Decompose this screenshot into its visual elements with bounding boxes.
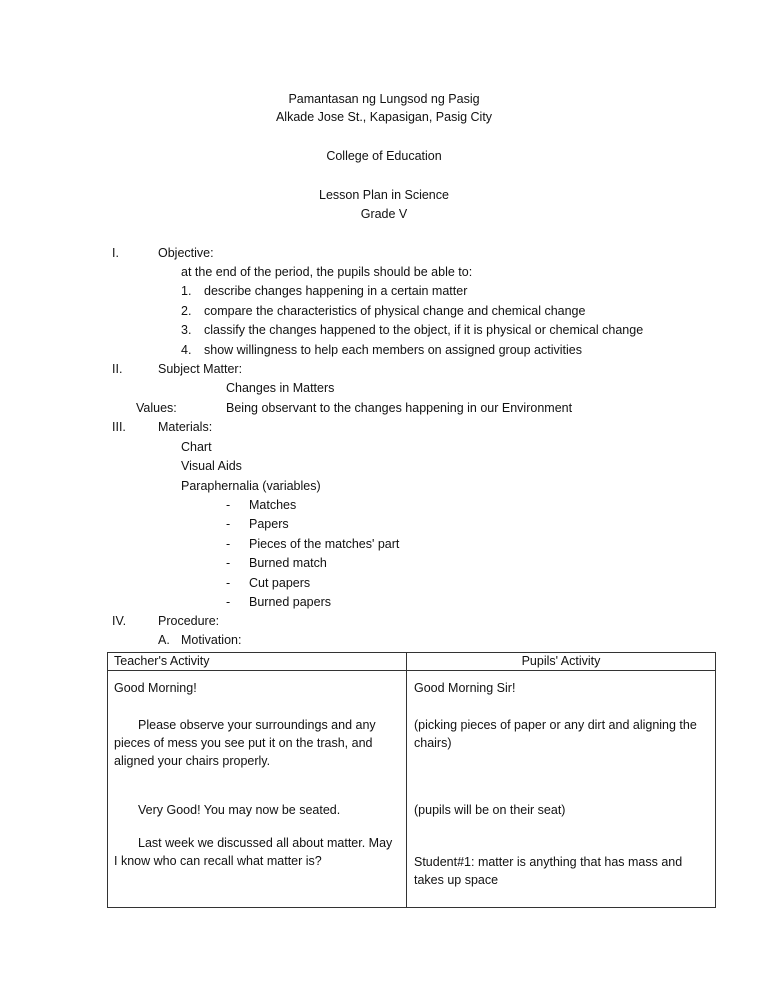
materials-heading: Materials: [158,420,213,434]
teacher-line: Very Good! You may now be seated. [138,803,341,817]
pupil-line: (picking pieces of paper or any dirt and aligning the chairs) [414,718,697,750]
objective-item-number: 2. [181,304,192,318]
teacher-activity-header: Teacher's Activity [108,653,407,671]
college-name: College of Education [326,149,442,163]
objective-intro: at the end of the period, the pupils should be able to: [181,265,473,279]
university-address: Alkade Jose St., Kapasigan, Pasig City [275,110,493,124]
subject-topic: Changes in Matters [226,381,335,395]
values-text: Being observant to the changes happening in our Environment [226,401,573,415]
objective-item: show willingness to help each members on assigned group activities [204,343,582,357]
motivation-heading: Motivation: [181,633,242,647]
paraphernalia-item: Pieces of the matches' part [249,537,400,551]
university-name: Pamantasan ng Lungsod ng Pasig [288,92,480,106]
objective-item-number: 1. [181,284,192,298]
dash-bullet: - [226,517,231,531]
activity-table [107,652,716,908]
teacher-line: Last week we discussed all about matter. May I know who can recall what matter is? [114,836,393,868]
dash-bullet: - [226,556,231,570]
objective-item-number: 3. [181,323,192,337]
paraphernalia-item: Cut papers [249,576,311,590]
pupils-activity-cell [407,671,716,908]
pupils-activity-header: Pupils' Activity [407,653,716,671]
material-item: Chart [181,440,212,454]
objective-item: describe changes happening in a certain matter [204,284,468,298]
dash-bullet: - [226,498,231,512]
objective-heading: Objective: [158,246,214,260]
values-label: Values: [136,401,177,415]
paraphernalia-item: Papers [249,517,289,531]
pupil-line: Good Morning Sir! [414,681,516,695]
motivation-letter: A. [158,633,170,647]
paraphernalia-item: Burned papers [249,595,332,609]
materials-numeral: III. [112,420,126,434]
subject-matter-numeral: II. [112,362,123,376]
dash-bullet: - [226,595,231,609]
teacher-line: Good Morning! [114,681,197,695]
dash-bullet: - [226,537,231,551]
table-row [108,671,716,908]
lesson-plan-title: Lesson Plan in Science [319,188,449,202]
pupil-line: (pupils will be on their seat) [414,803,566,817]
objective-item-number: 4. [181,343,192,357]
pupil-line: Student#1: matter is anything that has mass and takes up space [414,855,683,887]
teacher-line: Please observe your surroundings and any pieces of mess you see put it on the trash, and aligned your chairs properly. [114,718,376,768]
material-item: Paraphernalia (variables) [181,479,321,493]
objective-item: compare the characteristics of physical change and chemical change [204,304,586,318]
material-item: Visual Aids [181,459,242,473]
objective-item: classify the changes happened to the object, if it is physical or chemical change [204,323,644,337]
objective-numeral: I. [112,246,119,260]
table-header-row [108,653,716,671]
procedure-heading: Procedure: [158,614,220,628]
paraphernalia-item: Burned match [249,556,327,570]
dash-bullet: - [226,576,231,590]
paraphernalia-item: Matches [249,498,297,512]
grade-level: Grade V [360,207,408,221]
subject-matter-heading: Subject Matter: [158,362,243,376]
procedure-numeral: IV. [112,614,127,628]
teacher-activity-cell [108,671,407,908]
